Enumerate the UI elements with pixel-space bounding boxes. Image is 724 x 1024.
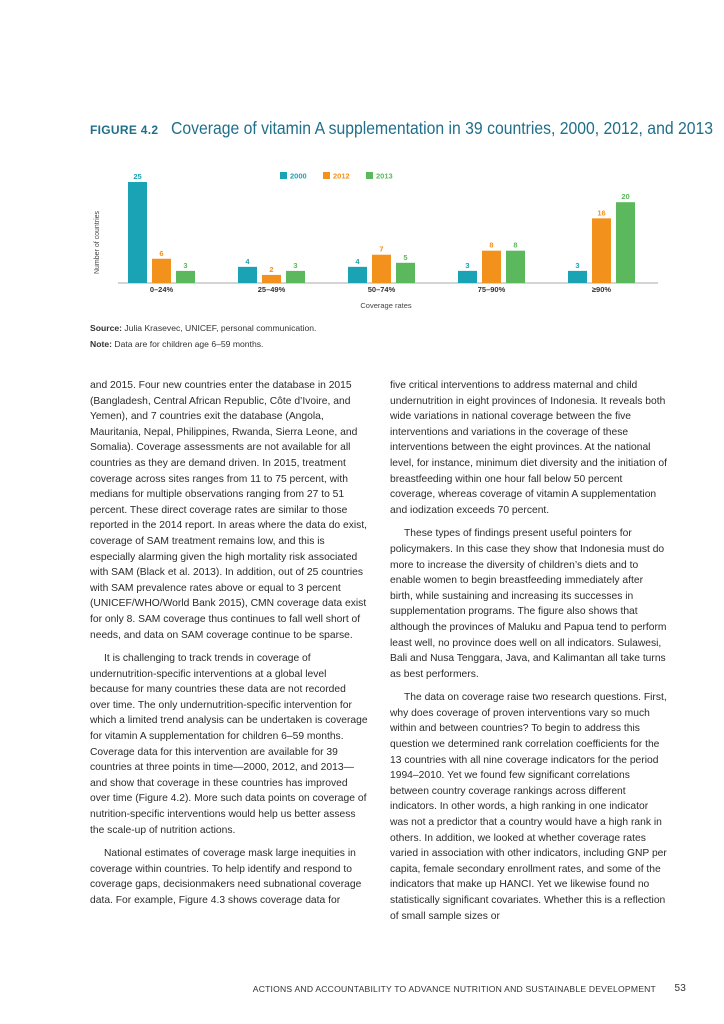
data-label: 7 [379, 244, 384, 254]
y-axis-label: Number of countries [94, 210, 101, 275]
x-tick-label: 50–74% [367, 285, 396, 294]
data-label: 20 [621, 192, 630, 202]
legend-swatch-2000 [280, 172, 287, 179]
bar-2013-3 [506, 251, 525, 283]
bar-2000-3 [458, 271, 477, 283]
paragraph: National estimates of coverage mask large inequities in coverage within countries. To help identify and respond to coverage gaps, decisionmakers need subnational coverage data. For example, Figure 4.3 shows coverage data for [90, 848, 362, 906]
source-label: Source: [90, 323, 122, 333]
paragraph: The data on coverage raise two research questions. First, why does coverage of proven interventions vary so much within and between countries? To begin to address this question we determined rank correlation coefficients for the 13 countries with all nine coverage indicators for the period 1994–2010. Yet we found few significant correlations between country coverage rankings across different indicators. In other words, a high ranking in one indicator was not a predictor that a country would have a high rank in others. In addition, we looked at whether coverage rates varied in association with other indicators, including GNP per capita, female secondary enrollment rates, and some of the indicators that make up HANCI. Yet we likewise found no statistically significant covariates. Whether this is a reflection of small sample sizes or [390, 692, 667, 922]
paragraph: and 2015. Four new countries enter the database in 2015 (Bangladesh, Central African Republic, Côte d’Ivoire, and Yemen), and 7 countries exit the database (Angola, Mauritania, Nepal, Philippines, Rwanda, Sierra Leone, and Somalia). Coverage assessments are not available for all countries as they are demand driven. In 2015, treatment coverage across sites ranges from 11 to 75 percent, with medians for multiple observations ranging from 27 to 51 percent. These direct coverage rates are similar to those reported in the 2014 report. In areas where the data do exist, coverage of SAM treatment remains low, and this is especially alarming given the high mortality risk associated with SAM (Black et al. 2013). In addition, out of 25 countries with SAM prevalence rates above or equal to 3 percent (UNICEF/WHO/World Bank 2015), CMN coverage data exist for only 8. SAM coverage thus continues to fall well short of needs, and data on SAM coverage continue to be sparse. [90, 380, 368, 641]
paragraph: These types of findings present useful pointers for policymakers. In this case they show that Indonesia must do more to increase the diversity of children’s diets and to enable women to begin breastfeeding immediately after birth, while sustaining and increasing its successes in supplementation programs. The figure also shows that although the provinces of Maluku and Papua tend to perform least well, no province does well on all indicators. Sulawesi, Bali and Nusa Tenggara, Java, and Kalimantan all take turns as best performers. [390, 528, 667, 680]
data-label: 2 [269, 264, 274, 274]
bar-2013-0 [176, 271, 195, 283]
body-column-left [90, 378, 368, 909]
data-label: 5 [403, 252, 408, 262]
data-label: 3 [183, 260, 188, 270]
legend-swatch-2013 [366, 172, 373, 179]
bar-2012-4 [592, 218, 611, 283]
page-number: 53 [674, 983, 686, 994]
source-text: Julia Krasevec, UNICEF, personal communication. [124, 323, 317, 333]
legend-entry: 2000 [290, 171, 307, 181]
legend-entry: 2013 [376, 171, 393, 181]
bar-2000-2 [348, 267, 367, 283]
bar-2013-2 [396, 263, 415, 283]
data-label: 8 [513, 240, 518, 250]
data-label: 4 [355, 256, 360, 266]
bar-2013-4 [616, 202, 635, 283]
note-label: Note: [90, 339, 112, 349]
bar-2013-1 [286, 271, 305, 283]
x-tick-label: 25–49% [257, 285, 286, 294]
figure-header [90, 118, 713, 139]
data-label: 3 [293, 260, 298, 270]
paragraph: It is challenging to track trends in coverage of undernutrition-specific interventions at a global level because for many countries these data are not recorded over time. The only undernutrition-specific intervention for which a limited trend analysis can be undertaken is coverage for vitamin A supplementation for children 6–59 months. Coverage data for this intervention are available for 39 countries at three points in time—2000, 2012, and 2013—and show that coverage in these countries has improved over time (Figure 4.2). More such data points on coverage of nutrition-specific interventions would help us better assess the scale-up of nutrition actions. [90, 653, 368, 836]
bar-2000-0 [128, 182, 147, 283]
paragraph: five critical interventions to address maternal and child undernutrition in eight provinces of Indonesia. It reveals both wide variations in national coverage between the five interventions and variations in the coverage of these interventions between the eight provinces. At the national level, for instance, minimum diet diversity and the initiation of breastfeeding within one hour fall below 50 percent coverage, whereas coverage of vitamin A supplementation and iodization exceeds 70 percent. [390, 380, 668, 516]
x-tick-label: 0–24% [149, 285, 174, 294]
x-tick-label: 75–90% [477, 285, 506, 294]
bar-2012-0 [152, 259, 171, 283]
bar-2012-1 [262, 275, 281, 283]
figure-source-note [90, 320, 690, 352]
bar-2012-3 [482, 251, 501, 283]
data-label: 3 [575, 260, 580, 270]
data-label: 4 [245, 256, 250, 266]
body-column-right [390, 378, 668, 924]
legend-entry: 2012 [333, 171, 350, 181]
running-title: ACTIONS AND ACCOUNTABILITY TO ADVANCE NUTRITION AND SUSTAINABLE DEVELOPMENT [252, 984, 656, 994]
bar-2012-2 [372, 255, 391, 283]
x-axis-label: Coverage rates [360, 301, 412, 310]
data-label: 6 [159, 248, 164, 258]
data-label: 25 [133, 172, 142, 181]
bar-chart [88, 166, 668, 316]
data-label: 8 [489, 240, 494, 250]
note-line [90, 336, 690, 352]
data-label: 16 [597, 208, 606, 218]
data-label: 3 [465, 260, 470, 270]
bar-2000-4 [568, 271, 587, 283]
source-line [90, 320, 690, 336]
figure-title: Coverage of vitamin A supplementation in 39 countries, 2000, 2012, and 2013 [170, 118, 713, 138]
legend-swatch-2012 [323, 172, 330, 179]
figure-label: FIGURE 4.2 [90, 123, 159, 137]
note-text: Data are for children age 6–59 months. [114, 339, 264, 349]
x-tick-label: ≥90% [591, 285, 612, 294]
bar-2000-1 [238, 267, 257, 283]
